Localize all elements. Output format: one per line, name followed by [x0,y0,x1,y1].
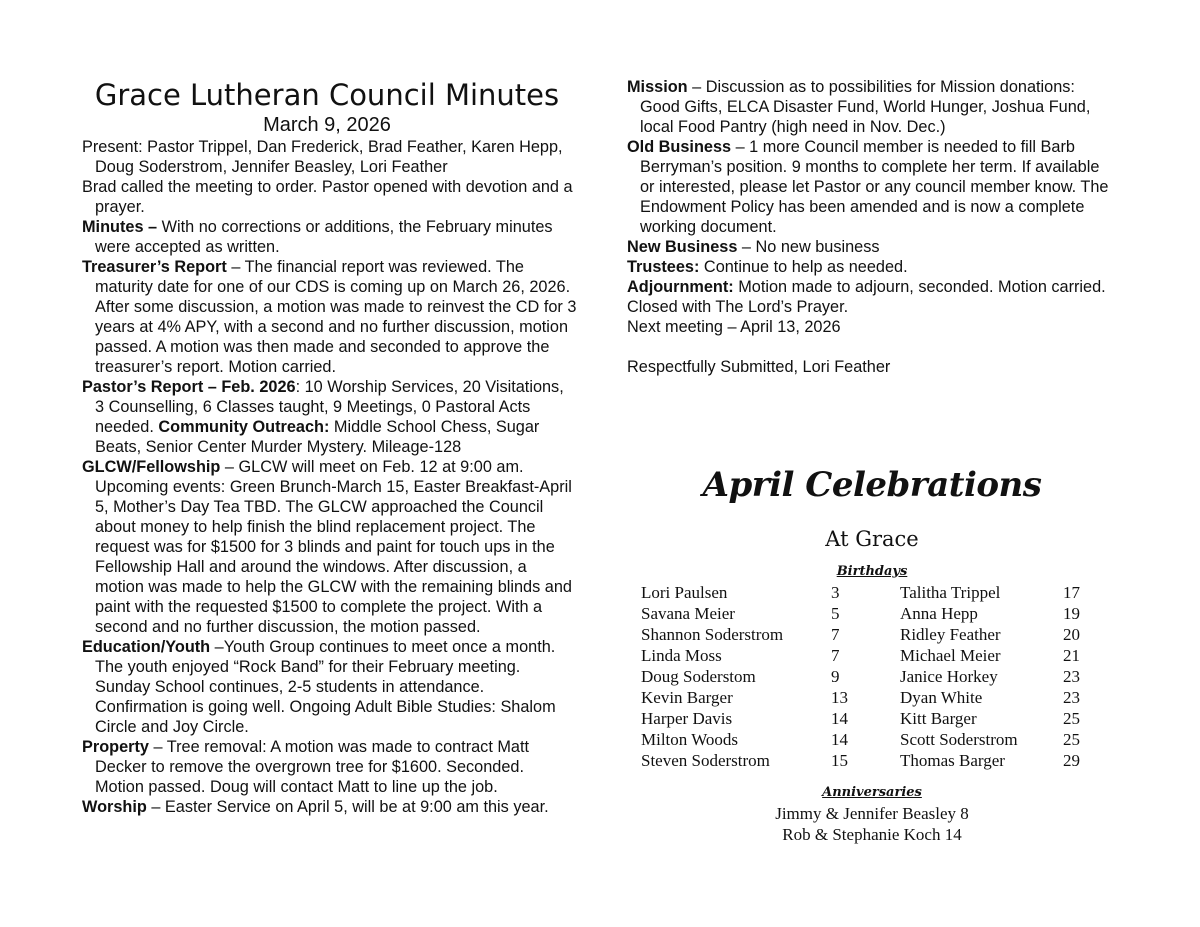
property-paragraph [82,737,577,797]
trustees-paragraph [627,257,1117,277]
worship-paragraph [82,797,577,817]
birthday-day: 7 [831,646,840,665]
property-label: Property [82,738,149,756]
birthday-name: Savana Meier [641,604,735,623]
birthday-name: Milton Woods [641,730,739,749]
minutes-text: With no corrections or additions, the February minutes were accepted as written. [95,218,553,256]
birthday-name: Shannon Soderstrom [641,625,784,644]
birthday-row [641,750,848,771]
birthday-name: Talitha Trippel [900,583,1001,602]
celebrations-title: April Celebrations [702,465,1042,505]
birthday-row [641,645,848,666]
birthday-row [900,603,1080,624]
birthday-day: 23 [1063,667,1080,686]
anniversary-item: Jimmy & Jennifer Beasley 8 [775,804,969,823]
birthday-day: 7 [831,625,840,644]
birthday-name: Ridley Feather [900,625,1001,644]
mission-paragraph [627,77,1117,137]
birthday-row [641,582,848,603]
birthday-day: 29 [1063,751,1080,770]
birthday-row [641,603,848,624]
present-paragraph: Present: Pastor Trippel, Dan Frederick, Brad Feather, Karen Hepp, Doug Soderstrom, Jennifer Beasley, Lori Feather [82,138,563,176]
mission-label: Mission [627,78,688,96]
old-business-label: Old Business [627,138,732,156]
birthday-name: Janice Horkey [900,667,998,686]
birthday-day: 9 [831,667,840,686]
birthday-name: Scott Soderstrom [900,730,1018,749]
birthday-row [641,666,848,687]
new-business-label: New Business [627,238,738,256]
property-text: – Tree removal: A motion was made to contract Matt Decker to remove the overgrown tree for $1600. Seconded. Motion passed. Doug will contact Matt to line up the job. [95,738,530,796]
worship-text: – Easter Service on April 5, will be at 9:00 am this year. [146,798,549,816]
birthday-name: Harper Davis [641,709,733,728]
education-label: Education/Youth [82,638,211,656]
pastor-text: : 10 Worship Services, 20 Visitations, 3 Counselling, 6 Classes taught, 9 Meetings, 0 Pastoral Acts needed. [95,378,564,436]
birthday-name: Anna Hepp [900,604,978,623]
page-title: Grace Lutheran Council Minutes [94,78,560,112]
glcw-label: GLCW/Fellowship [82,458,221,476]
birthday-day: 17 [1063,583,1080,602]
meeting-date: March 9, 2026 [263,114,391,136]
birthday-day: 19 [1063,604,1080,623]
trustees-label: Trustees: [627,258,700,276]
anniversaries-heading: Anniversaries [822,785,922,800]
minutes-left-column [82,137,577,817]
call-to-order-paragraph: Brad called the meeting to order. Pastor opened with devotion and a prayer. [82,178,573,216]
birthday-row [900,666,1080,687]
birthday-name: Thomas Barger [900,751,1005,770]
new-business-paragraph [627,237,1117,257]
minutes-right-column [627,77,1117,377]
birthday-name: Dyan White [900,688,983,707]
education-paragraph [82,637,577,737]
spacer [627,337,1117,357]
birthday-row [641,624,848,645]
education-text: –Youth Group continues to meet once a month. The youth enjoyed “Rock Band” for their February meeting. Sunday School continues, 2-5 students in attendance. Confirmation is going well. Ongoing Adult Bible Studies: Shalom Circle and Joy Circle. [95,638,556,736]
birthday-day: 5 [831,604,840,623]
mission-text: – Discussion as to possibilities for Mission donations: Good Gifts, ELCA Disaster Fund, World Hunger, Joshua Fund, local Food Pantry (high need in Nov. Dec.) [640,78,1091,136]
birthday-name: Linda Moss [641,646,722,665]
birthday-row [641,729,848,750]
minutes-label: Minutes – [82,218,158,236]
birthday-name: Steven Soderstrom [641,751,770,770]
birthday-day: 14 [831,730,848,749]
birthday-row [641,687,848,708]
outreach-text: Middle School Chess, Sugar Beats, Senior Center Murder Mystery. Mileage-128 [95,418,540,456]
glcw-paragraph [82,457,577,637]
birthday-name: Doug Soderstom [641,667,756,686]
trustees-text: Continue to help as needed. [699,258,908,276]
outreach-label: Community Outreach: [158,418,330,436]
worship-label: Worship [82,798,147,816]
birthday-name: Lori Paulsen [641,583,728,602]
treasurer-label: Treasurer’s Report [82,258,227,276]
closing-paragraph: Closed with The Lord’s Prayer. [627,298,849,316]
birthday-day: 14 [831,709,848,728]
old-business-text: – 1 more Council member is needed to fill Barb Berryman’s position. 9 months to complete her term. If available or interested, please let Pastor or any council member know. The Endowment Policy has been amended and is now a complete working document. [640,138,1109,236]
birthday-row [900,708,1080,729]
pastor-label: Pastor’s Report – Feb. 2026 [82,378,296,396]
treasurer-text: – The financial report was reviewed. The maturity date for one of our CDS is coming up on March 26, 2026. After some discussion, a motion was made to reinvest the CD for 3 years at 4% APY, with a second and no further discussion, motion passed. A motion was then made and seconded to approve the treasurer’s report. Motion carried. [95,258,577,376]
adjournment-label: Adjournment: [627,278,734,296]
anniversaries-list [627,803,1117,845]
birthday-day: 25 [1063,709,1080,728]
birthday-row [641,708,848,729]
birthdays-heading: Birthdays [836,564,908,579]
birthday-day: 21 [1063,646,1080,665]
birthday-row [900,582,1080,603]
birthday-name: Michael Meier [900,646,1001,665]
birthday-day: 13 [831,688,848,707]
adjournment-text: Motion made to adjourn, seconded. Motion carried. [733,278,1106,296]
next-meeting-paragraph: Next meeting – April 13, 2026 [627,318,841,336]
old-business-paragraph [627,137,1117,237]
minutes-paragraph [82,217,577,257]
birthday-name: Kitt Barger [900,709,977,728]
birthday-day: 23 [1063,688,1080,707]
birthdays-column-2 [900,582,1080,771]
birthdays-column-1 [641,582,848,771]
birthday-row [900,729,1080,750]
adjournment-paragraph [627,277,1117,297]
treasurer-paragraph [82,257,577,377]
anniversary-item: Rob & Stephanie Koch 14 [782,825,962,844]
birthday-row [900,624,1080,645]
submitted-paragraph: Respectfully Submitted, Lori Feather [627,358,891,376]
glcw-text: – GLCW will meet on Feb. 12 at 9:00 am. Upcoming events: Green Brunch-March 15, Easter Breakfast-April 5, Mother’s Day Tea TBD. The GLCW approached the Council about money to help finish the blind replacement project. The request was for $1500 for 3 blinds and paint for touch ups in the Fellowship Hall and around the windows. After discussion, a motion was made to help the GLCW with the remaining blinds and paint with the requested $1500 to complete the project. With a second and no further discussion, the motion passed. [95,458,572,636]
birthday-day: 3 [831,583,840,602]
birthday-row [900,750,1080,771]
birthday-name: Kevin Barger [641,688,733,707]
birthday-row [900,687,1080,708]
birthday-day: 25 [1063,730,1080,749]
birthday-day: 20 [1063,625,1080,644]
pastor-paragraph [82,377,577,457]
celebrations-subtitle: At Grace [825,527,919,551]
new-business-text: – No new business [737,238,880,256]
birthday-row [900,645,1080,666]
birthday-day: 15 [831,751,848,770]
